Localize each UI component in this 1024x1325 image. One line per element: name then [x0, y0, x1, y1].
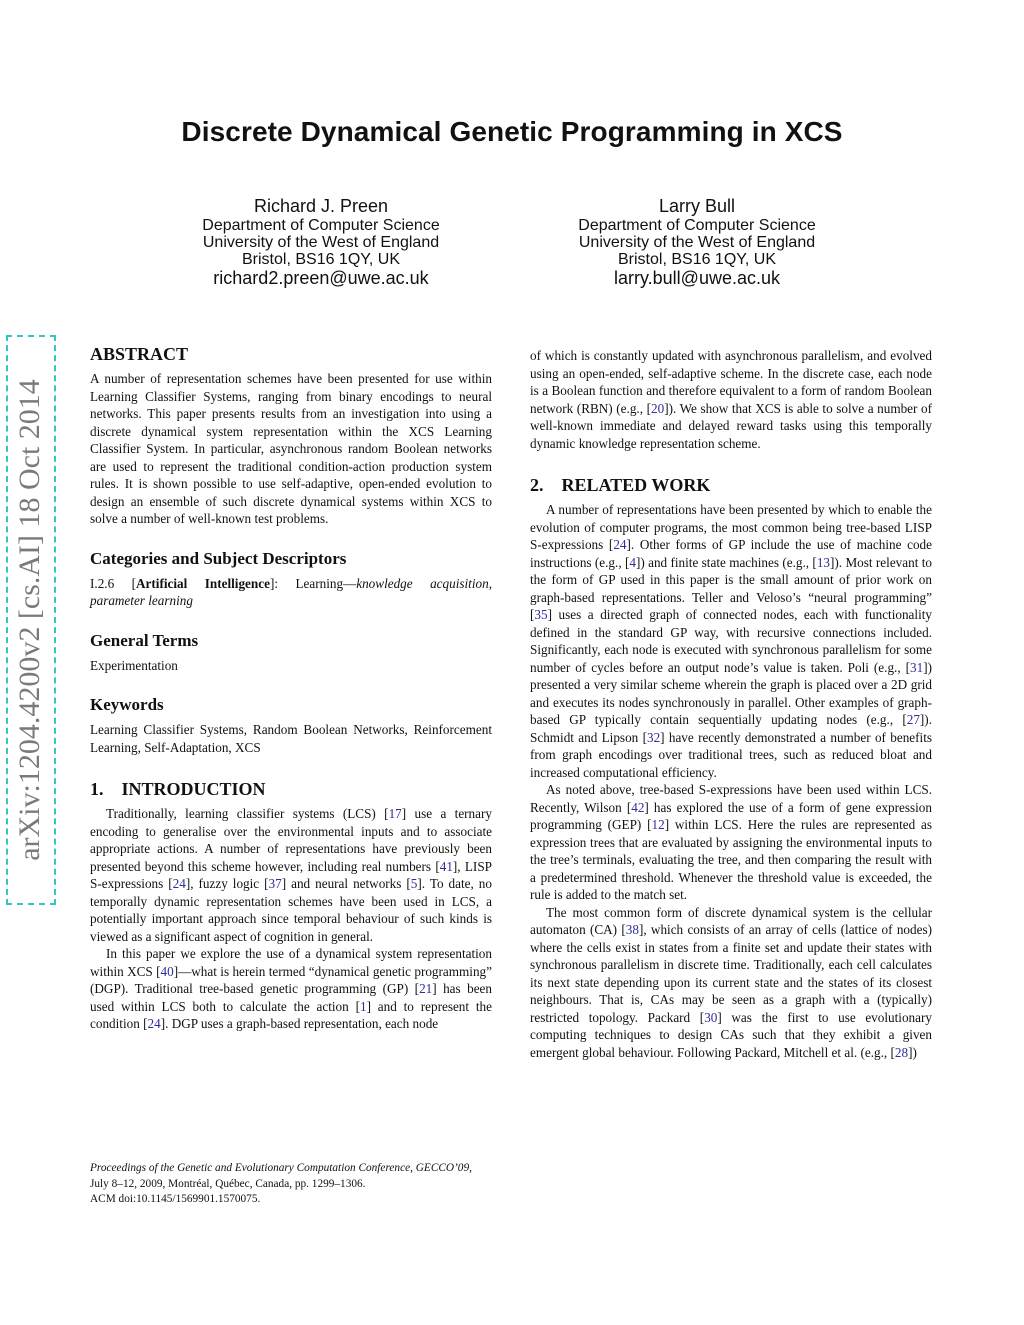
author-block-2 — [532, 195, 862, 288]
general-terms-text: Experimentation — [90, 657, 178, 673]
citation-link[interactable]: 24 — [172, 876, 186, 891]
author-department: Department of Computer Science — [202, 217, 440, 234]
author-block-1 — [156, 195, 486, 288]
citation-link[interactable]: 12 — [651, 817, 665, 832]
citation-link[interactable]: 24 — [613, 537, 627, 552]
citation-link[interactable]: 17 — [388, 806, 402, 821]
citation-link[interactable]: 24 — [147, 1016, 161, 1031]
related-work-heading: 2. RELATED WORK — [530, 475, 711, 495]
related-work-paragraph: As noted above, tree-based S-expressions have been used within LCS. Recently, Wilson [42] has explored the use of a form of gene expression programming (GEP) [12] within LCS. Here the rules are represented as expression trees that are evaluated by assigning the environmental inputs to the tree’s terminals, evaluating the tree, and then comparing the result with a predetermined threshold. Whenever the threshold value is exceeded, the rule is added to the match set. — [530, 782, 932, 902]
citation-link[interactable]: 13 — [816, 554, 831, 570]
left-column — [90, 343, 492, 1033]
copyright-footnote: Proceedings of the Genetic and Evolutionary Computation Conference, GECCO’09, July 8–12, 2009, Montréal, Québec, Canada, pp. 1299–1306. ACM doi:10.1145/1569901.1570075. — [90, 1162, 472, 1205]
citation-link[interactable]: 42 — [631, 799, 645, 815]
paper-title: Discrete Dynamical Genetic Programming in XCS — [181, 116, 843, 147]
citation-link[interactable]: 38 — [625, 922, 639, 937]
author-university: University of the West of England — [578, 234, 816, 251]
introduction-paragraph: Traditionally, learning classifier systems (LCS) [17] use a ternary encoding to generalise over the environmental inputs and to associate appropriate actions. A number of representations have previously been presented beyond this scheme however, including real numbers [41], LISP S-expressions [24], fuzzy logic [37] and neural networks [5]. To date, no temporally dynamic representation schemes have been used in LCS, a potentially important approach since temporal behaviour of such kinds is viewed as a significant aspect of cognition in general. — [90, 806, 492, 944]
citation-link[interactable]: 35 — [534, 607, 548, 622]
abstract-text: A number of representation schemes have been presented for use within Learning Classifier Systems, ranging from binary encodings to neural networks. This paper presents results from an investigation into using a discrete dynamical system representation within the XCS Learning Classifier System. In particular, asynchronous random Boolean networks are used to represent the traditional condition-action production system rules. It is shown possible to use self-adaptive, open-ended evolution to design an ensemble of such discrete dynamical systems within XCS to solve a number of well-known test problems. — [90, 371, 492, 526]
citation-link[interactable]: 28 — [894, 1044, 909, 1060]
author-department: Department of Computer Science — [578, 217, 816, 234]
author-address: Bristol, BS16 1QY, UK — [242, 251, 400, 268]
author-address: Bristol, BS16 1QY, UK — [618, 251, 776, 268]
categories-heading: Categories and Subject Descriptors — [90, 548, 347, 568]
citation-link[interactable]: 5 — [410, 876, 418, 891]
keywords-text: Learning Classifier Systems, Random Boolean Networks, Reinforcement Learning, Self-Adaptation, XCS — [90, 722, 492, 755]
citation-link[interactable]: 30 — [704, 1009, 718, 1025]
citation-link[interactable]: 21 — [419, 981, 433, 996]
citation-link[interactable]: 4 — [629, 554, 636, 570]
citation-link[interactable]: 31 — [910, 659, 924, 675]
categories-text: I.2.6 [Artificial Intelligence]: Learning—knowledge acquisition, parameter learning — [90, 575, 492, 608]
citation-link[interactable]: 20 — [651, 400, 665, 416]
introduction-continued-paragraph: of which is constantly updated with asynchronous parallelism, and evolved using an open-ended, self-adaptive scheme. In the discrete case, each node is a Boolean function and therefore equivalent to a form of random Boolean network (RBN) (e.g., [20]). We show that XCS is able to solve a number of well-known immediate and delayed reward tasks using this temporally dynamic knowledge representation scheme. — [530, 348, 932, 451]
citation-link[interactable]: 1 — [359, 998, 367, 1014]
related-work-paragraph: A number of representations have been presented by which to enable the evolution of computer programs, the most common being tree-based LISP S-expressions [24]. Other forms of GP include the use of machine code instructions (e.g., [4]) and finite state machines (e.g., [13]). Most relevant to the form of GP used in this paper is the small amount of prior work on graph-based representations. Teller and Veloso’s “neural programming” [35] uses a directed graph of connected nodes, each with functionality defined in the standard GP way, with recursive connections included. Significantly, each node is executed with synchronous parallelism for some number of cycles before an output node’s value is taken. Poli (e.g., [31]) presented a very similar scheme wherein the graph is placed over a 2D grid and executes its nodes synchronously in parallel. Other examples of graph-based GP typically contain sequentially updating nodes (e.g., [27]). Schmidt and Lipson [32] have recently demonstrated a number of benefits from graph encodings over traditional trees, such as reduced bloat and increased computational efficiency. — [530, 502, 932, 780]
citation-link[interactable]: 32 — [646, 729, 661, 745]
keywords-heading: Keywords — [90, 695, 164, 714]
author-name: Richard J. Preen — [253, 196, 389, 216]
citation-link[interactable]: 37 — [268, 876, 282, 891]
citation-link[interactable]: 40 — [160, 963, 174, 979]
abstract-heading: ABSTRACT — [90, 344, 189, 364]
author-name: Larry Bull — [658, 196, 736, 216]
introduction-heading: 1. INTRODUCTION — [90, 779, 266, 799]
author-email: richard2.preen@uwe.ac.uk — [213, 268, 429, 288]
author-university: University of the West of England — [202, 234, 440, 251]
arxiv-identifier-stamp[interactable]: arXiv:1204.4200v2 [cs.AI] 18 Oct 2014 — [6, 335, 56, 905]
citation-link[interactable]: 27 — [906, 712, 920, 727]
general-terms-heading: General Terms — [90, 630, 199, 650]
introduction-paragraph: In this paper we explore the use of a dynamical system representation within XCS [40]—what is herein termed “dynamical genetic programming” (DGP). Traditional tree-based genetic programming (GP) [21] has been used within LCS both to calculate the action [1] and to represent the condition [24]. DGP uses a graph-based representation, each node — [90, 946, 492, 1031]
author-email: larry.bull@uwe.ac.uk — [614, 268, 780, 288]
right-column — [530, 347, 932, 1061]
citation-link[interactable]: 41 — [439, 858, 453, 874]
related-work-paragraph: The most common form of discrete dynamical system is the cellular automaton (CA) [38], which consists of an array of cells (lattice of nodes) where the cells exist in states from a finite set and update their states with synchronous parallelism in discrete time. Traditionally, each cell calculates its next state depending upon its current state and the states of its closest neighbours. That is, CAs may be seen as a graph with a (typically) restricted topology. Packard [30] was the first to use evolutionary computing techniques to design CAs such that they exhibit a given emergent global behaviour. Following Packard, Mitchell et al. (e.g., [28]) — [530, 904, 932, 1060]
